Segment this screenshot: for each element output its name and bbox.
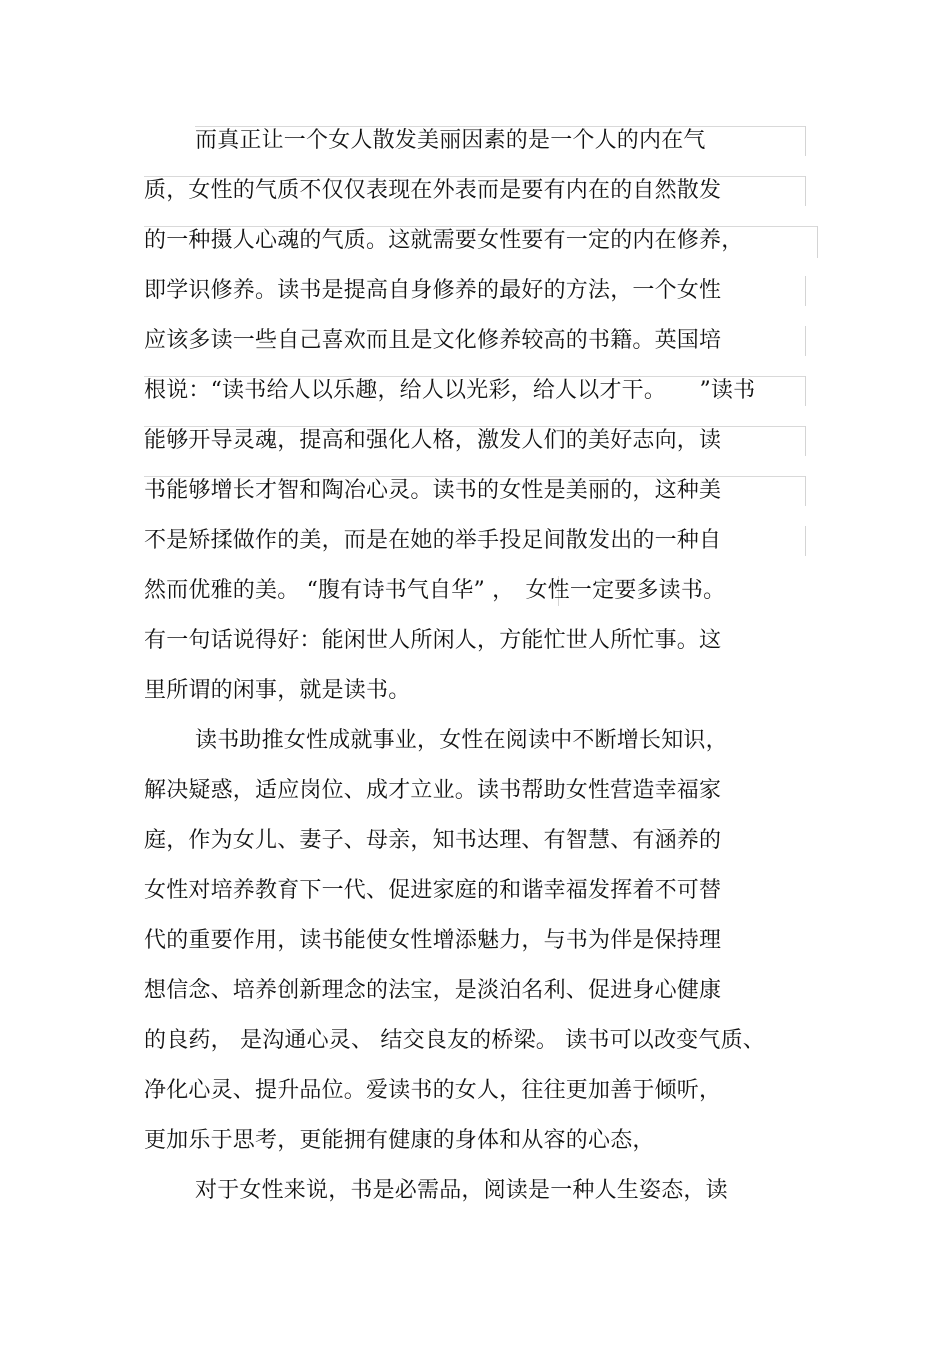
scan-rule bbox=[817, 226, 818, 258]
text-line: 解决疑惑，适应岗位、成才立业。读书帮助女性营造幸福家 bbox=[144, 778, 722, 803]
scan-rule bbox=[805, 326, 806, 356]
text-line: 读书助推女性成就事业，女性在阅读中不断增长知识， bbox=[195, 728, 728, 753]
text-line: 不是矫揉做作的美，而是在她的举手投足间散发出的一种自 bbox=[144, 528, 722, 553]
text-line: 想信念、培养创新理念的法宝，是淡泊名利、促进身心健康 bbox=[144, 978, 722, 1003]
text-line: 庭，作为女儿、妻子、母亲，知书达理、有智慧、有涵养的 bbox=[144, 828, 722, 853]
text-line: 应该多读一些自己喜欢而且是文化修养较高的书籍。英国培 bbox=[144, 328, 722, 353]
scan-rule bbox=[805, 276, 806, 306]
text-line: 对于女性来说，书是必需品，阅读是一种人生姿态，读 bbox=[195, 1178, 728, 1203]
text-line: 然而优雅的美。 “腹有诗书气自华” ， 女性一定要多读书。 bbox=[144, 578, 726, 603]
scan-rule bbox=[805, 176, 806, 206]
text-line: 有一句话说得好：能闲世人所闲人，方能忙世人所忙事。这 bbox=[144, 628, 722, 653]
scan-rule bbox=[805, 476, 806, 506]
text-line: 女性对培养教育下一代、促进家庭的和谐幸福发挥着不可替 bbox=[144, 878, 722, 903]
scan-rule bbox=[805, 426, 806, 456]
text-line: 的良药， 是沟通心灵、 结交良友的桥梁。 读书可以改变气质、 bbox=[144, 1028, 765, 1053]
scan-rule bbox=[805, 126, 806, 156]
text-line: 根说：“读书给人以乐趣，给人以光彩，给人以才干。 ”读书 bbox=[144, 378, 756, 403]
text-line: 更加乐于思考，更能拥有健康的身体和从容的心态， bbox=[144, 1128, 655, 1153]
text-line: 即学识修养。读书是提高自身修养的最好的方法，一个女性 bbox=[144, 278, 722, 303]
text-line: 而真正让一个女人散发美丽因素的是一个人的内在气 bbox=[195, 128, 706, 153]
text-line: 净化心灵、提升品位。爱读书的女人，往往更加善于倾听， bbox=[144, 1078, 722, 1103]
text-line: 能够开导灵魂，提高和强化人格，激发人们的美好志向，读 bbox=[144, 428, 722, 453]
text-line: 里所谓的闲事，就是读书。 bbox=[144, 678, 411, 703]
text-line: 代的重要作用，读书能使女性增添魅力，与书为伴是保持理 bbox=[144, 928, 722, 953]
text-line: 的一种摄人心魂的气质。这就需要女性要有一定的内在修养， bbox=[144, 228, 744, 253]
text-line: 书能够增长才智和陶冶心灵。读书的女性是美丽的，这种美 bbox=[144, 478, 722, 503]
scan-rule bbox=[805, 526, 806, 556]
scan-rule bbox=[805, 376, 806, 406]
text-line: 质，女性的气质不仅仅表现在外表而是要有内在的自然散发 bbox=[144, 178, 722, 203]
